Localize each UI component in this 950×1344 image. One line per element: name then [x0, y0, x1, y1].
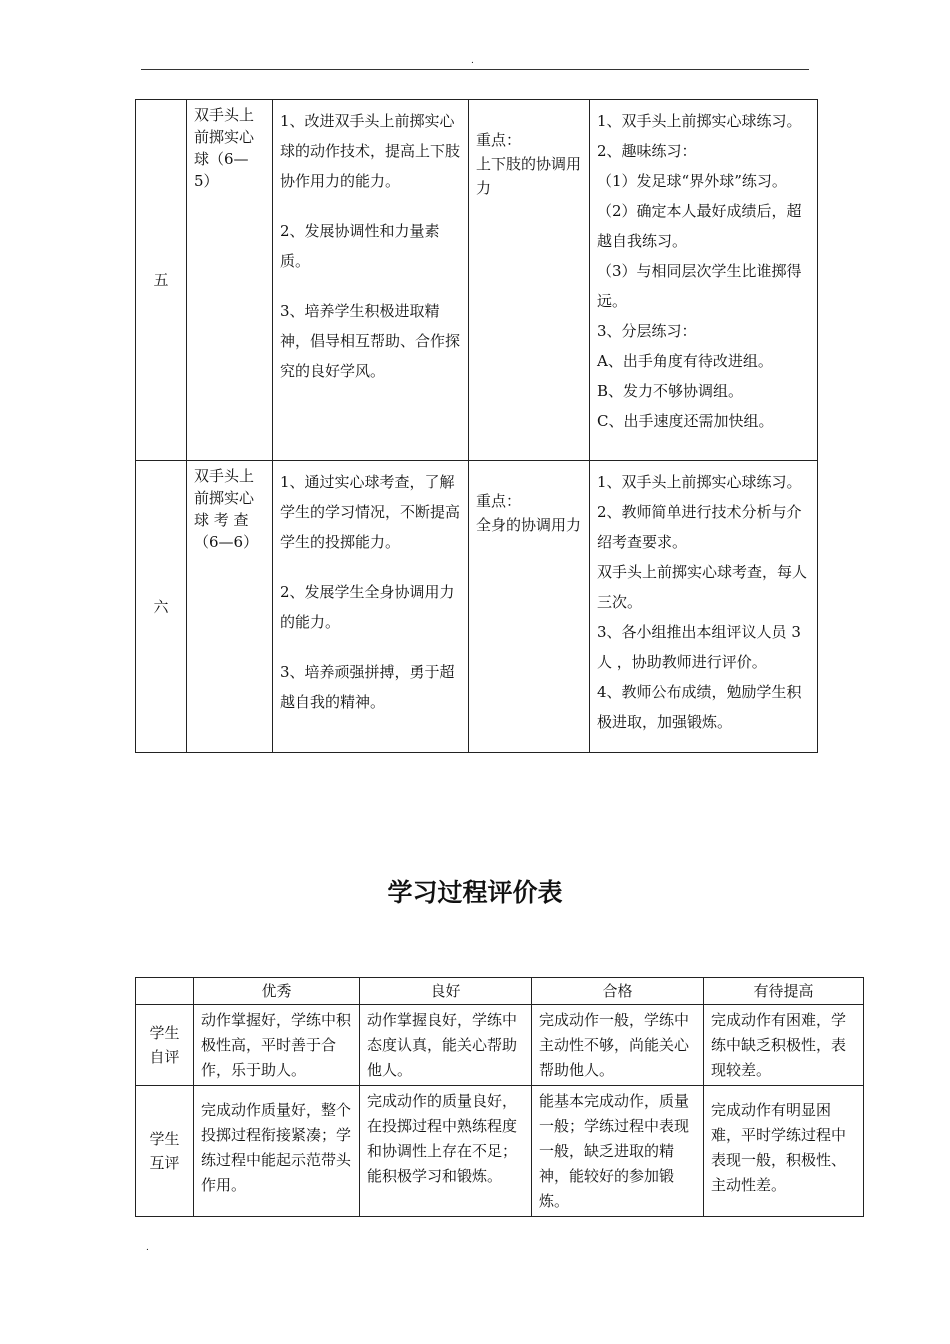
eval-row — [136, 1005, 864, 1086]
step-item: （3）与相同层次学生比谁掷得远。 — [597, 262, 802, 310]
eval-cell: 完成动作有困难，学练中缺乏积极性，表现较差。 — [704, 1005, 864, 1086]
lesson-row — [136, 461, 818, 753]
eval-cell: 完成动作一般，学练中主动性不够，尚能关心帮助他人。 — [532, 1005, 704, 1086]
focus-cell — [469, 100, 590, 461]
target-item: 3、培养顽强拼搏，勇于超越自我的精神。 — [280, 663, 455, 711]
target-item: 1、通过实心球考查，了解学生的学习情况，不断提高学生的投掷能力。 — [280, 473, 461, 551]
focus-label: 重点： — [476, 492, 522, 510]
step-item: 2、教师简单进行技术分析与介绍考查要求。 — [597, 503, 802, 551]
step-item: A、出手角度有待改进组。 — [597, 352, 773, 370]
eval-cell: 能基本完成动作，质量一般；学练过程中表现一般，缺乏进取的精神，能较好的参加锻炼。 — [532, 1086, 704, 1217]
evaluation-table — [135, 977, 864, 1217]
step-item: （2）确定本人最好成绩后，超越自我练习。 — [597, 202, 802, 250]
eval-header-good: 良好 — [360, 978, 532, 1005]
eval-cell: 完成动作质量好，整个投掷过程衔接紧凑；学练过程中能起示范带头作用。 — [194, 1086, 360, 1217]
eval-row — [136, 1086, 864, 1217]
eval-header-pass: 合格 — [532, 978, 704, 1005]
focus-cell — [469, 461, 590, 753]
lesson-name-line: 双手头上 — [194, 467, 255, 485]
lesson-plan-table — [135, 99, 818, 753]
targets-cell — [273, 100, 469, 461]
lesson-name-cell — [187, 100, 273, 461]
eval-header-corner — [136, 978, 194, 1005]
step-item: 4、教师公布成绩，勉励学生积极进取，加强锻炼。 — [597, 683, 802, 731]
eval-cell: 完成动作的质量良好，在投掷过程中熟练程度和协调性上存在不足；能积极学习和锻炼。 — [360, 1086, 532, 1217]
eval-row-label — [136, 1086, 194, 1217]
week-cell: 五 — [136, 100, 187, 461]
lesson-name-line: 球（6—5） — [194, 150, 249, 190]
eval-title: 学习过程评价表 — [387, 878, 563, 907]
eval-row-label-line: 学生 — [149, 1130, 180, 1148]
step-item: 1、双手头上前掷实心球练习。 — [597, 473, 802, 491]
eval-row-label-line: 学生 — [149, 1024, 180, 1042]
step-item: 2、趣味练习： — [597, 142, 697, 160]
lesson-row — [136, 100, 818, 461]
lesson-name-cell — [187, 461, 273, 753]
step-item: 3、分层练习： — [597, 322, 697, 340]
eval-row-label-line: 自评 — [149, 1048, 180, 1066]
header-rule — [141, 69, 809, 70]
target-item: 1、改进双手头上前掷实心球的动作技术，提高上下肢协作用力的能力。 — [280, 112, 461, 190]
eval-cell: 动作掌握良好，学练中态度认真，能关心帮助他人。 — [360, 1005, 532, 1086]
target-item: 2、发展学生全身协调用力的能力。 — [280, 583, 455, 631]
lesson-name-line: 前掷实心 — [194, 489, 255, 507]
steps-cell — [590, 461, 818, 753]
focus-text: 全身的协调用力 — [476, 516, 582, 534]
eval-header-improve: 有待提高 — [704, 978, 864, 1005]
step-item: B、发力不够协调组。 — [597, 382, 744, 400]
target-item: 2、发展协调性和力量素质。 — [280, 222, 440, 270]
lesson-name-line: 前掷实心 — [194, 128, 255, 146]
lesson-name-line: （6—6） — [194, 533, 259, 551]
lesson-name-line: 双手头上 — [194, 106, 255, 124]
week-cell: 六 — [136, 461, 187, 753]
eval-header-row — [136, 978, 864, 1005]
eval-row-label — [136, 1005, 194, 1086]
focus-label: 重点： — [476, 131, 522, 149]
target-item: 3、培养学生积极进取精神，倡导相互帮助、合作探究的良好学风。 — [280, 302, 461, 380]
step-item: 1、双手头上前掷实心球练习。 — [597, 112, 802, 130]
steps-cell — [590, 100, 818, 461]
focus-text: 上下肢的协调用力 — [476, 155, 582, 197]
eval-row-label-line: 互评 — [149, 1154, 180, 1172]
step-item: 3、各小组推出本组评议人员 3 人 ，协助教师进行评价。 — [597, 623, 801, 671]
header-mark: . — [471, 56, 474, 66]
eval-header-excellent: 优秀 — [194, 978, 360, 1005]
eval-cell: 完成动作有明显困难，平时学练过程中表现一般，积极性、主动性差。 — [704, 1086, 864, 1217]
step-item: 双手头上前掷实心球考查，每人三次。 — [597, 563, 808, 611]
step-item: C、出手速度还需加快组。 — [597, 412, 774, 430]
lesson-name-line: 球 考 查 — [194, 511, 249, 529]
eval-cell: 动作掌握好，学练中积极性高，平时善于合作，乐于助人。 — [194, 1005, 360, 1086]
targets-cell — [273, 461, 469, 753]
footer-mark: . — [146, 1243, 149, 1253]
step-item: （1）发足球“界外球”练习。 — [597, 172, 787, 190]
